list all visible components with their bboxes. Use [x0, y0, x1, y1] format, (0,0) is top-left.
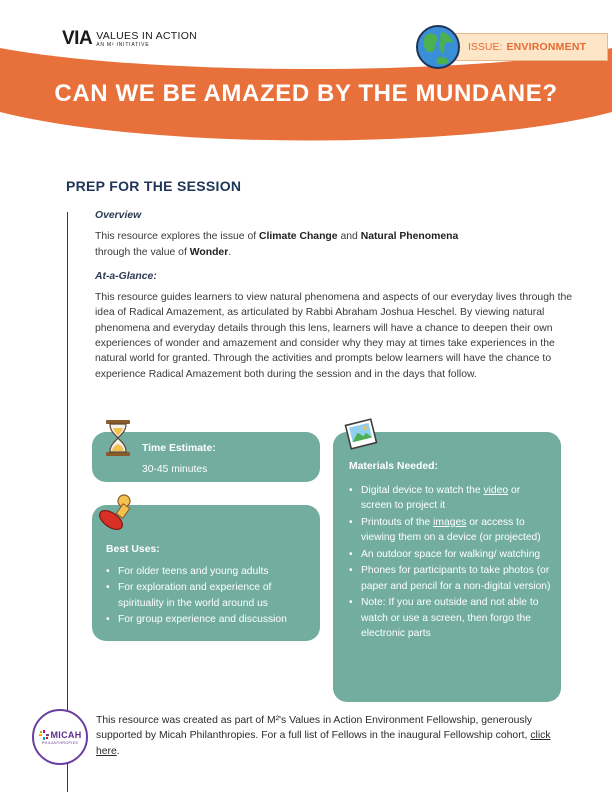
overview-bold-wonder: Wonder [189, 246, 229, 258]
materials-item-2-post: or access to viewing them on a device (or projected) [361, 516, 541, 543]
glance-heading: At-a-Glance: [95, 270, 157, 282]
micah-burst-icon [39, 730, 49, 740]
header-wave [0, 0, 612, 150]
best-uses-list [106, 564, 310, 628]
materials-title: Materials Needed: [349, 461, 438, 472]
list-item: • For older teens and young adults [106, 564, 310, 580]
issue-label: ISSUE: [468, 41, 503, 53]
overview-text-1: This resource explores the issue of [95, 231, 260, 243]
best-uses-title: Best Uses: [106, 544, 160, 555]
micah-logo-icon [32, 709, 88, 765]
images-link[interactable]: images [433, 516, 467, 528]
overview-bold-climate: Climate Change [259, 231, 338, 243]
overview-heading: Overview [95, 210, 142, 221]
micah-subtitle: PHILANTHROPIES [41, 740, 79, 745]
stamp-icon [96, 493, 138, 533]
overview-text [95, 229, 585, 260]
overview-bold-phenomena: Natural Phenomena [360, 231, 459, 243]
logo-name: VALUES IN ACTION [96, 30, 198, 42]
list-item: • Phones for participants to take photos (or paper and pencil for a non-digital version) [349, 563, 551, 594]
list-item: • For group experience and discussion [106, 612, 310, 628]
glance-text: This resource guides learners to view natural phenomena and aspects of our everyday lives through the idea of Radical Amazement, as articulated by Rabbi Abraham Joshua Heschel. By viewing natural phenomena and everyday details through this lens, learners will have a chance to deepen their own experiences of wonder and amazement and consider why they may at times take experiences in the natural world for granted. Through the activities and prompts below learners will have the chance to experience Radical Amazement both during the session and in the days that follow. [95, 292, 573, 380]
photo-icon [344, 418, 378, 450]
footer-credit-end: . [116, 745, 120, 757]
prep-content [95, 208, 585, 382]
list-item: • An outdoor space for walking/ watching [349, 547, 551, 563]
section-heading: PREP FOR THE SESSION [66, 178, 242, 194]
materials-item-2-pre: Printouts of the [361, 516, 434, 528]
logo-subtitle: AN M² INITIATIVE [96, 42, 150, 48]
overview-text-3: through the value of [95, 246, 190, 258]
issue-badge [443, 33, 608, 61]
click-here-link[interactable]: click here [96, 730, 551, 757]
materials-item-1-pre: Digital device to watch the [361, 484, 484, 496]
overview-text-4: . [228, 246, 232, 258]
hourglass-icon [103, 418, 133, 458]
list-item: • For exploration and experience of spirituality in the world around us [106, 580, 310, 611]
left-rule [67, 212, 68, 792]
time-estimate-title: Time Estimate: [142, 443, 216, 454]
footer-credit [96, 713, 566, 759]
via-logo [62, 30, 197, 49]
time-estimate-value: 30-45 minutes [142, 463, 208, 475]
footer-credit-text: This resource was created as part of M²'s Values in Action Environment Fellowship, generously supported by Micah Philanthropies. For a full list of Fellows in the inaugural Fellowship cohort, [96, 715, 533, 742]
micah-name: MICAH [50, 729, 82, 740]
list-item [349, 483, 551, 514]
globe-icon [415, 24, 461, 70]
logo-mark: VIA [62, 28, 93, 49]
video-link[interactable]: video [483, 484, 509, 496]
materials-list [349, 483, 551, 642]
materials-item-1-post: or screen to project it [361, 484, 521, 511]
overview-text-2: and [337, 231, 361, 243]
materials-card [333, 432, 561, 702]
list-item: • Note: If you are outside and not able to watch or use a screen, then forgo the electronic parts [349, 595, 551, 642]
page-title: CAN WE BE AMAZED BY THE MUNDANE? [54, 80, 558, 107]
issue-value: ENVIRONMENT [506, 41, 587, 53]
list-item [349, 515, 551, 546]
